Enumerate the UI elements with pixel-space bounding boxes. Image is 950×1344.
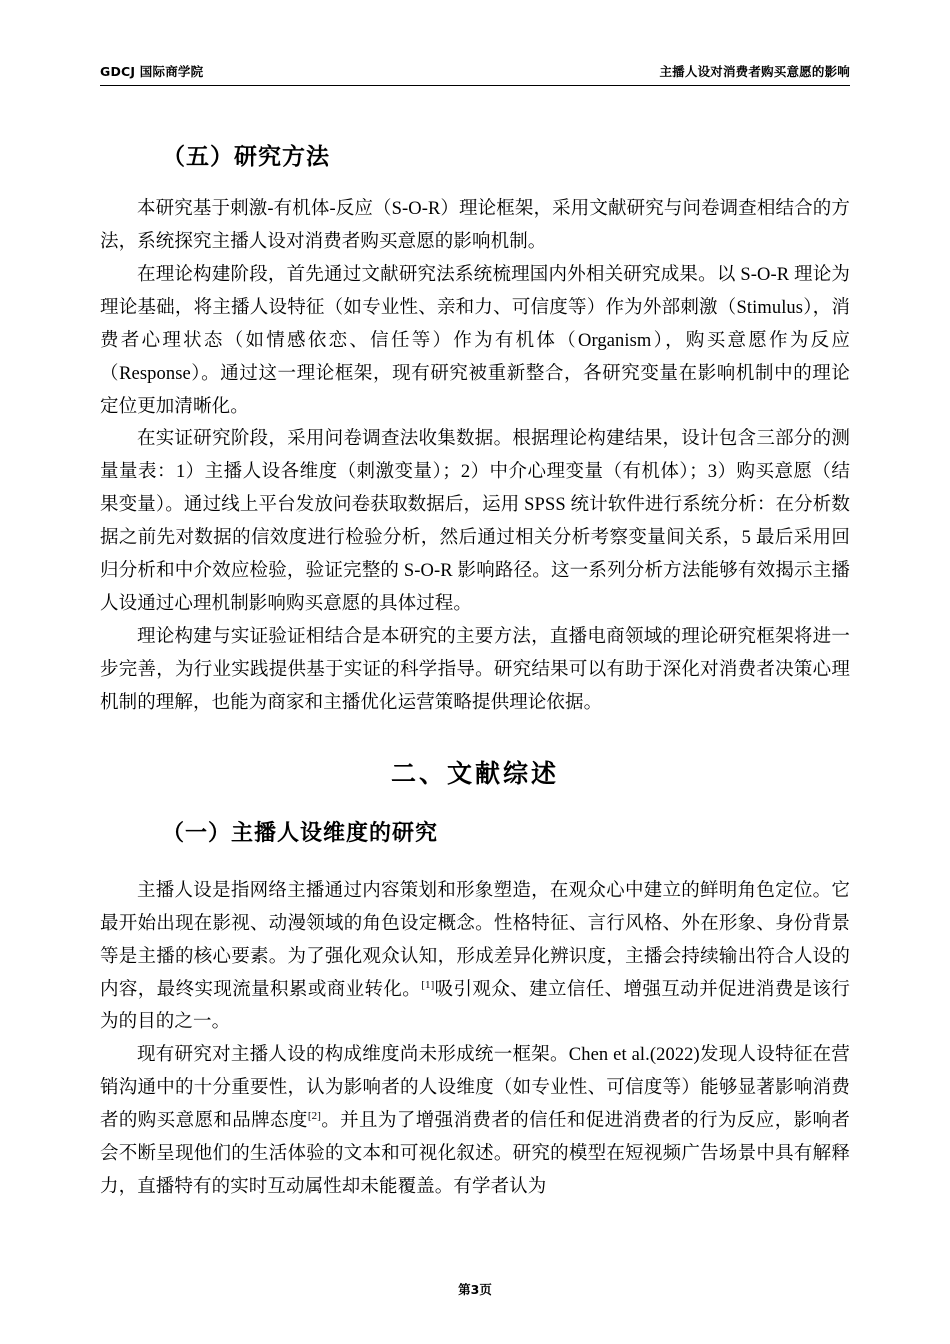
page-number-label: 第3页 <box>458 1282 492 1297</box>
section-heading-research-method: （五）研究方法 <box>162 143 330 170</box>
chapter-heading-literature-review: 二、文献综述 <box>390 758 559 788</box>
paragraph-1: 本研究基于刺激-有机体-反应（S-O-R）理论框架，采用文献研究与问卷调查相结合的方法，系统探究主播人设对消费者购买意愿的影响机制。 <box>100 199 850 252</box>
page-footer <box>0 1280 950 1298</box>
reference-marker-2: [2] <box>307 1110 321 1123</box>
paragraph-5 <box>100 875 850 1040</box>
paragraph-5-text-a: 主播人设是指网络主播通过内容策划和形象塑造，在观众心中建立的鲜明角色定位。它最开始出现在影视、动漫领域的角色设定概念。性格特征、言行风格、外在形象、身份背景等是主播的核心要素。为了强化观众认知，形成差异化辨识度，主播会持续输出符合人设的内容，最终实现流量积累或商业转化。 <box>100 880 850 1000</box>
sub-heading-persona-dimensions: （一）主播人设维度的研究 <box>162 819 439 846</box>
header-left-text: GDCJ 国际商学院 <box>100 64 204 79</box>
reference-marker-1: [1] <box>421 978 435 991</box>
paragraph-3: 在实证研究阶段，采用问卷调查法收集数据。根据理论构建结果，设计包含三部分的测量量表：1）主播人设各维度（刺激变量）；2）中介心理变量（有机体）；3）购买意愿（结果变量）。通过线上平台发放问卷获取数据后，运用 SPSS 统计软件进行系统分析：在分析数据之前先对数据的信效度进行检验分析，然后通过相关分析考察变量间关系，5 最后采用回归分析和中介效应检验，验证完整的 S-O-R 影响路径。这一系列分析方法能够有效揭示主播人设通过心理机制影响购买意愿的具体过程。 <box>100 429 850 615</box>
paragraph-2: 在理论构建阶段，首先通过文献研究法系统梳理国内外相关研究成果。以 S-O-R 理论为理论基础，将主播人设特征（如专业性、亲和力、可信度等）作为外部刺激（Stimulus），消费者心理状态（如情感依恋、信任等）作为有机体（Organism），购买意愿作为反应（Response）。通过这一理论框架，现有研究被重新整合，各研究变量在影响机制中的理论定位更加清晰化。 <box>100 264 850 417</box>
paragraph-4: 理论构建与实证验证相结合是本研究的主要方法，直播电商领域的理论研究框架将进一步完善，为行业实践提供基于实证的科学指导。研究结果可以有助于深化对消费者决策心理机制的理解，也能为商家和主播优化运营策略提供理论依据。 <box>100 626 850 713</box>
paragraph-5-text-b: 吸引观众、建立信任、增强互动并促进消费是该行为的目的之一。 <box>100 979 851 1033</box>
paragraph-6-text-b: 。并且为了增强消费者的信任和促进消费者的行为反应，影响者会不断呈现他们的生活体验的文本和可视化叙述。研究的模型在短视频广告场景中具有解释力，直播特有的实时互动属性却未能覆盖。有学者认为 <box>100 1111 850 1198</box>
paragraph-6 <box>100 1039 850 1204</box>
page-header <box>100 62 850 86</box>
paragraph-6-text-a: 现有研究对主播人设的构成维度尚未形成统一框架。Chen et al.(2022)发现人设特征在营销沟通中的十分重要性，认为影响者的人设维度（如专业性、可信度等）能够显著影响消费者的购买意愿和品牌态度 <box>100 1045 850 1132</box>
header-right-text: 主播人设对消费者购买意愿的影响 <box>659 64 850 79</box>
